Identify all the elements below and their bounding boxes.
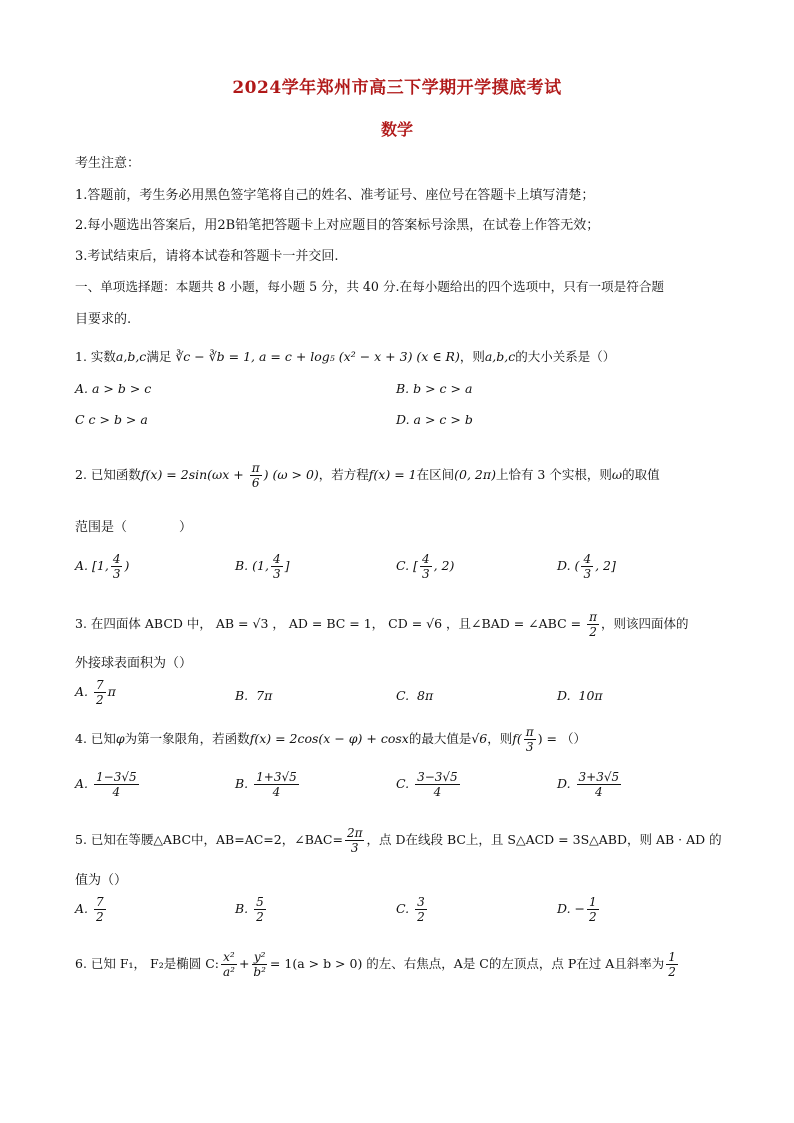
q2-interval: (0, 2π) xyxy=(454,467,496,482)
q6-text: = 1(a > b > 0) 的左、右焦点，A是 C的左顶点，点 P在过 A且斜率为 xyxy=(269,956,665,971)
q6-prefix: 6. 已知 F₁， F₂是椭圆 C: xyxy=(75,956,219,971)
q5-a-num: 7 xyxy=(96,895,104,909)
q5-d-frac xyxy=(587,895,599,924)
q5-c-label: C. xyxy=(396,901,410,916)
q5-option-c xyxy=(396,895,429,924)
q4-option-c xyxy=(396,770,462,799)
q2-frac-num: π xyxy=(251,461,260,475)
q3-fraction xyxy=(587,610,599,639)
q3-option-a xyxy=(75,678,116,707)
q4-tail: ) = （） xyxy=(537,731,586,746)
q5-d-den: 2 xyxy=(589,910,597,924)
q5-d-sign: − xyxy=(574,901,586,916)
q4-text-d: ，则 xyxy=(487,731,513,746)
q2-c-frac xyxy=(420,552,432,581)
q2-b-label: B. xyxy=(235,558,249,573)
q1-vars-2: a,b,c xyxy=(484,349,516,364)
q6-y-den: b² xyxy=(253,965,266,979)
q2-b-den: 3 xyxy=(272,567,281,581)
q1-condition: ∛c − ∛b = 1, a = c + log₅ (x² − x + 3) (x ∈ R) xyxy=(175,349,460,364)
q2-c-label: C. xyxy=(396,558,410,573)
q2-line-2: 范围是（ ） xyxy=(75,520,193,535)
q1-option-c: C c > b > a xyxy=(75,412,148,427)
q5-option-b xyxy=(235,895,268,924)
q5-c-num: 3 xyxy=(417,895,425,909)
q3-text: 3. 在四面体 ABCD 中， AB = √3 ， AD = BC = 1， CD = √6 ，且∠BAD = ∠ABC = xyxy=(75,616,586,631)
q5-text: ，点 D在线段 BC上，且 S△ACD = 3S△ABD，则 AB · AD 的 xyxy=(366,832,722,847)
q2-a-label: A. xyxy=(75,558,89,573)
section-instruction: 一、单项选择题：本题共 8 小题，每小题 5 分，共 40 分.在每小题给出的四个选项中，只有一项是符合题 xyxy=(75,279,665,294)
q4-c-frac xyxy=(415,770,460,799)
q5-b-num: 5 xyxy=(256,895,264,909)
q4-a-den: 4 xyxy=(112,785,121,799)
q2-d-frac xyxy=(581,552,593,581)
q3-frac-den: 2 xyxy=(589,625,597,639)
q6-frac-slope xyxy=(666,950,678,979)
q3-c-label: C. xyxy=(396,688,410,703)
q4-c-num: 3−3√5 xyxy=(417,770,458,784)
q5-d-label: D. xyxy=(557,901,571,916)
question-6 xyxy=(75,950,680,979)
q5-c-den: 2 xyxy=(417,910,425,924)
q6-frac-y xyxy=(251,950,268,979)
section-instruction-2: 目要求的. xyxy=(75,312,132,327)
q4-d-num: 3+3√5 xyxy=(578,770,620,784)
q4-b-den: 4 xyxy=(272,785,281,799)
q2-option-a xyxy=(75,552,129,581)
q3-a-den: 2 xyxy=(96,693,104,707)
q2-d-left: ( xyxy=(574,558,580,573)
q5-a-label: A. xyxy=(75,901,89,916)
q5-a-frac xyxy=(94,895,106,924)
q4-text-c: 的最大值是 xyxy=(408,731,472,746)
q5-a-den: 2 xyxy=(96,910,104,924)
q4-b-frac xyxy=(254,770,299,799)
q1-option-b: B. b > c > a xyxy=(396,381,473,396)
q6-slope-num: 1 xyxy=(668,950,676,964)
q5-line-2: 值为（） xyxy=(75,873,128,888)
question-3 xyxy=(75,610,688,639)
q5-option-a xyxy=(75,895,108,924)
q3-option-d xyxy=(557,688,603,703)
q4-prefix: 4. 已知 xyxy=(75,731,116,746)
q4-option-d xyxy=(557,770,623,799)
q4-a-frac xyxy=(94,770,139,799)
q4-phi: φ xyxy=(115,731,125,746)
notice-heading: 考生注意： xyxy=(75,156,141,171)
q3-a-tail: π xyxy=(107,684,116,699)
q2-text-d: 上恰有 3 个实根，则 xyxy=(495,467,612,482)
question-1 xyxy=(75,347,615,365)
q2-a-num: 4 xyxy=(112,552,121,566)
q6-slope-den: 2 xyxy=(668,965,676,979)
q1-option-a: A. a > b > c xyxy=(75,381,152,396)
notice-item-1: 1.答题前，考生务必用黑色签字笔将自己的姓名、准考证号、座位号在答题卡上填写清楚； xyxy=(75,188,595,203)
q4-d-label: D. xyxy=(557,776,571,791)
q1-prefix: 1. 实数 xyxy=(75,349,116,364)
q3-b-label: B. xyxy=(235,688,249,703)
q5-prefix: 5. 已知在等腰△ABC中，AB=AC=2，∠BAC= xyxy=(75,832,343,847)
q4-a-num: 1−3√5 xyxy=(96,770,137,784)
q2-option-d xyxy=(557,552,616,581)
q2-c-den: 3 xyxy=(421,567,430,581)
q4-sqrt6: √6 xyxy=(471,731,488,746)
notice-item-2: 2.每小题选出答案后，用2B铅笔把答题卡上对应题目的答案标号涂黑，在试卷上作答无效； xyxy=(75,218,600,233)
q4-text-b: 为第一象限角，若函数 xyxy=(124,731,250,746)
q4-d-den: 4 xyxy=(595,785,603,799)
q4-frac-num: π xyxy=(525,725,534,739)
q2-text-b: ，若方程 xyxy=(318,467,369,482)
q2-omega: ω xyxy=(611,467,623,482)
q2-option-c xyxy=(396,552,454,581)
q6-frac-x xyxy=(221,950,237,979)
q2-fraction xyxy=(250,461,262,490)
question-5 xyxy=(75,826,722,855)
q2-text-c: 在区间 xyxy=(416,467,455,482)
q4-option-a xyxy=(75,770,141,799)
q2-c-right: , 2) xyxy=(433,558,455,573)
q2-prefix: 2. 已知函数 xyxy=(75,467,141,482)
q5-b-label: B. xyxy=(235,901,249,916)
q2-text-e: 的取值 xyxy=(622,467,660,482)
q4-b-num: 1+3√5 xyxy=(256,770,297,784)
q1-option-d: D. a > c > b xyxy=(396,412,473,427)
q2-a-den: 3 xyxy=(112,567,121,581)
q2-frac-den: 6 xyxy=(251,476,260,490)
q3-d-label: D. xyxy=(557,688,571,703)
q3-a-frac xyxy=(94,678,106,707)
q1-then: ，则 xyxy=(459,349,485,364)
q1-satisfy: 满足 xyxy=(146,349,172,364)
q1-vars: a,b,c xyxy=(115,349,147,364)
q5-d-num: 1 xyxy=(589,895,597,909)
q4-a-label: A. xyxy=(75,776,89,791)
q5-frac-num: 2π xyxy=(346,826,363,840)
q4-option-b xyxy=(235,770,301,799)
q3-option-c xyxy=(396,688,433,703)
q4-f: f( xyxy=(512,731,522,746)
q4-frac-den: 3 xyxy=(525,740,534,754)
q3-c-text: 8π xyxy=(417,688,434,703)
q2-function: f(x) = 2sin(ωx + xyxy=(140,467,248,482)
question-2 xyxy=(75,461,660,490)
q3-b-text: 7π xyxy=(256,688,273,703)
q2-d-right: , 2] xyxy=(595,558,616,573)
q4-c-den: 4 xyxy=(433,785,442,799)
q3-a-num: 7 xyxy=(96,678,104,692)
q4-c-label: C. xyxy=(396,776,410,791)
q5-frac-den: 3 xyxy=(350,841,359,855)
q6-y-num: y² xyxy=(253,950,266,964)
q1-ask: 的大小关系是（） xyxy=(515,349,616,364)
q2-d-den: 3 xyxy=(583,567,592,581)
subject-title: 数学 xyxy=(380,120,413,139)
q2-c-left: [ xyxy=(413,558,418,573)
q5-fraction xyxy=(345,826,365,855)
q3-option-b xyxy=(235,688,272,703)
q2-d-label: D. xyxy=(557,558,571,573)
q5-b-den: 2 xyxy=(256,910,264,924)
q6-x-den: a² xyxy=(222,965,235,979)
q2-b-right: ] xyxy=(284,558,290,573)
notice-item-3: 3.考试结束后，请将本试卷和答题卡一并交回. xyxy=(75,249,339,264)
q4-fraction xyxy=(524,725,536,754)
q2-a-frac xyxy=(111,552,123,581)
exam-title: 2024学年郑州市高三下学期开学摸底考试 xyxy=(232,78,562,98)
q4-d-frac xyxy=(577,770,622,799)
q5-b-frac xyxy=(254,895,266,924)
q3-a-label: A. xyxy=(75,684,89,699)
q5-option-d xyxy=(557,895,601,924)
q6-x-num: x² xyxy=(223,950,235,964)
q4-b-label: B. xyxy=(235,776,249,791)
q3-tail: ，则该四面体的 xyxy=(600,616,689,631)
q3-line-2: 外接球表面积为（） xyxy=(75,656,193,671)
q2-a-left: [1, xyxy=(92,558,109,573)
q4-function: f(x) = 2cos(x − φ) + cosx xyxy=(249,731,409,746)
q2-a-right: ) xyxy=(124,558,130,573)
q2-equation: f(x) = 1 xyxy=(368,467,417,482)
q2-c-num: 4 xyxy=(421,552,430,566)
q2-b-num: 4 xyxy=(272,552,281,566)
q6-plus: + xyxy=(238,956,250,971)
question-4 xyxy=(75,725,586,754)
q3-d-text: 10π xyxy=(578,688,603,703)
q2-d-num: 4 xyxy=(583,552,592,566)
q2-b-frac xyxy=(271,552,283,581)
q5-c-frac xyxy=(415,895,427,924)
q2-function-tail: ) (ω > 0) xyxy=(263,467,319,482)
q2-option-b xyxy=(235,552,290,581)
q3-frac-num: π xyxy=(589,610,597,624)
q2-b-left: (1, xyxy=(252,558,269,573)
